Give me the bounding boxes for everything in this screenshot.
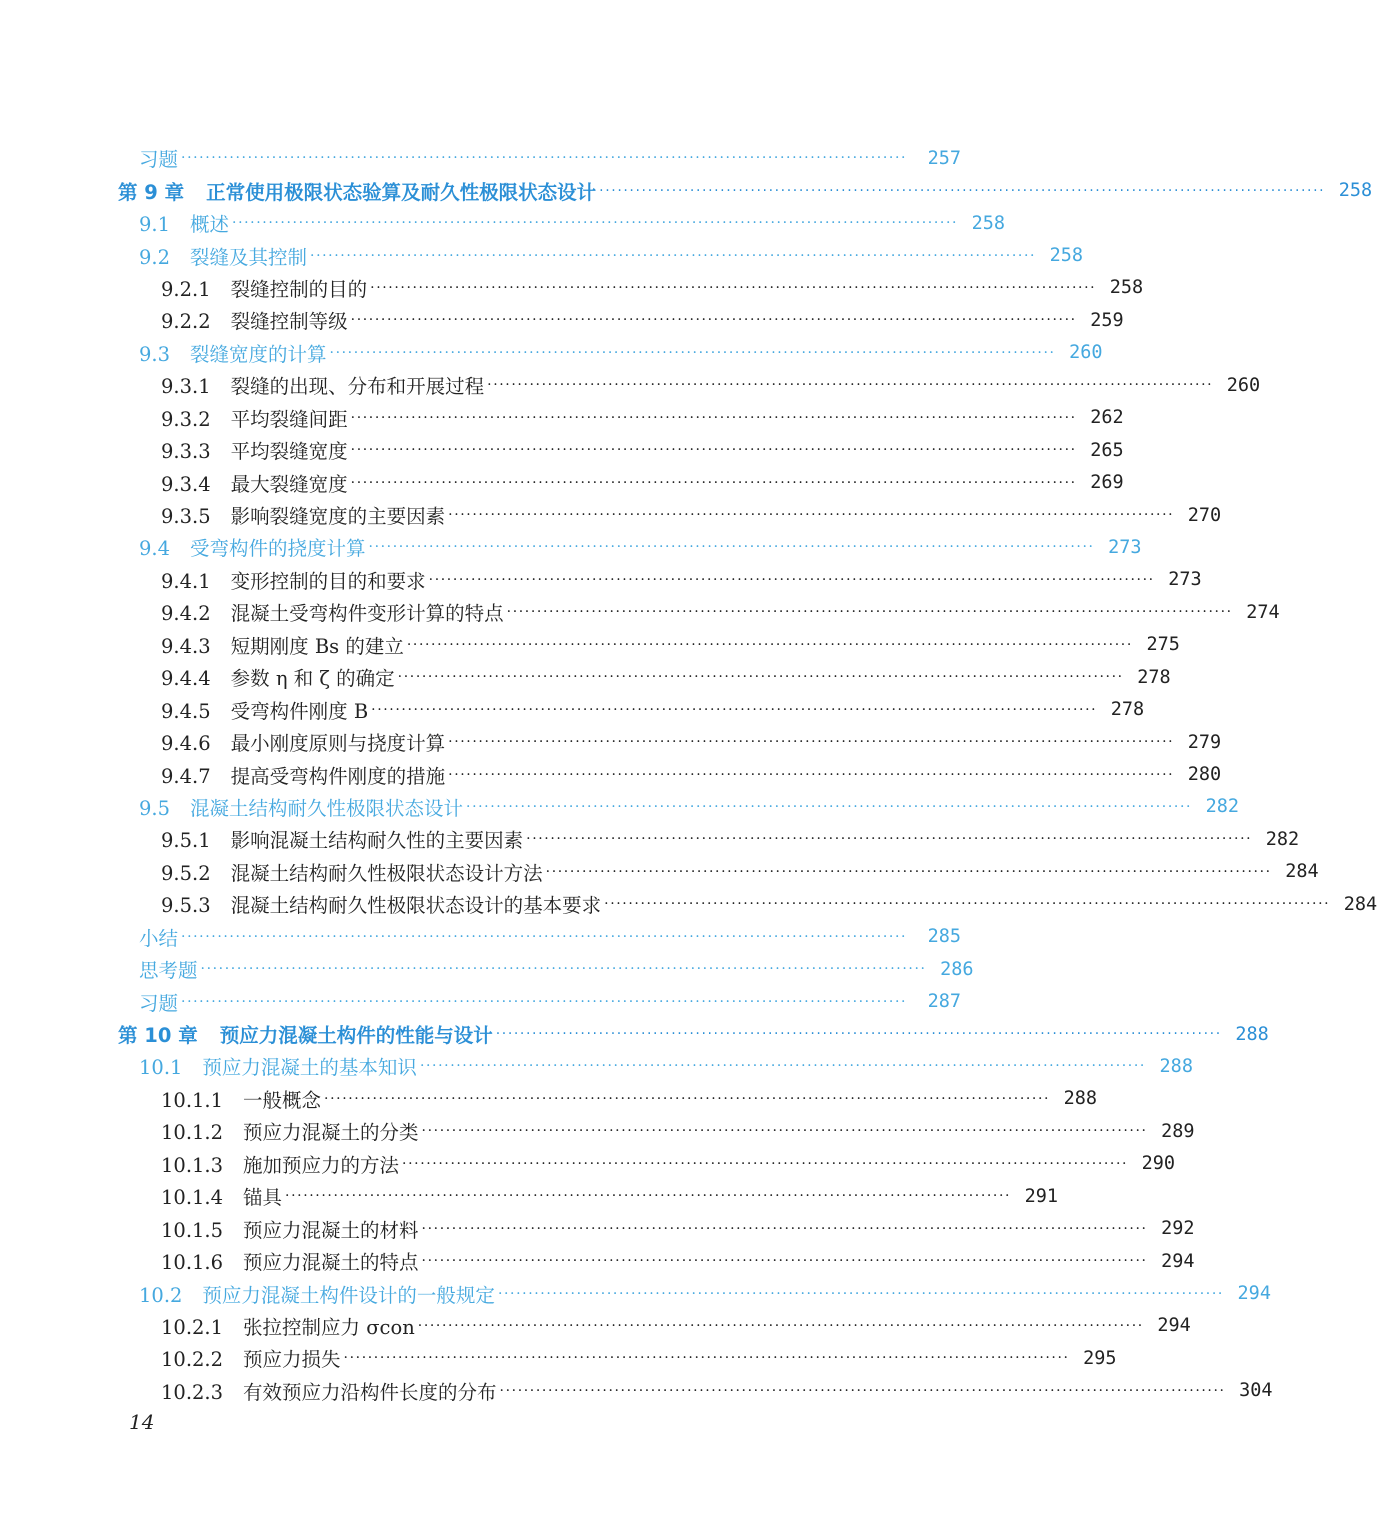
toc-entry-number: 9.3.1 xyxy=(161,375,211,399)
toc-entry[interactable] xyxy=(0,1148,1176,1180)
toc-entry-page: 258 xyxy=(971,212,1006,234)
toc-entry-number: 9.4.6 xyxy=(161,732,211,756)
toc-entry-label xyxy=(161,858,543,886)
toc-entry-title: 短期刚度 Bs 的建立 xyxy=(230,634,404,658)
toc-entry-page: 270 xyxy=(1187,504,1222,526)
toc-entry-page: 278 xyxy=(1110,699,1145,721)
toc-entry-title: 预应力混凝土的分类 xyxy=(243,1121,419,1145)
toc-entry-page: 295 xyxy=(1083,1347,1117,1369)
toc-entry-title: 张拉控制应力 σcon xyxy=(243,1315,415,1339)
toc-entry-label xyxy=(139,988,178,1016)
toc-entry-title: 预应力混凝土的基本知识 xyxy=(202,1056,417,1080)
toc-entry[interactable] xyxy=(0,1342,1117,1374)
toc-entry[interactable] xyxy=(0,596,1280,628)
toc-entry-label xyxy=(161,1247,419,1275)
toc-entry-number: 9.5.1 xyxy=(161,829,211,853)
toc-entry-title: 提高受弯构件刚度的措施 xyxy=(230,764,446,788)
dot-leader: ························································································································ xyxy=(495,1026,1222,1043)
toc-entry-number: 10.2.1 xyxy=(161,1315,224,1339)
dot-leader: ························································································································ xyxy=(324,1090,1051,1107)
toc-entry[interactable] xyxy=(0,888,1377,920)
dot-leader: ························································································································ xyxy=(285,1188,1012,1205)
toc-entry-label xyxy=(139,533,366,561)
toc-entry-title: 平均裂缝宽度 xyxy=(230,440,348,464)
dot-leader: ························································································································ xyxy=(428,571,1155,588)
toc-entry-page: 285 xyxy=(927,926,961,948)
toc-entry-title: 裂缝及其控制 xyxy=(190,245,308,269)
toc-entry[interactable] xyxy=(0,985,1080,1017)
toc-entry-title: 变形控制的目的和要求 xyxy=(230,569,426,593)
toc-entry-title: 正常使用极限状态验算及耐久性极限状态设计 xyxy=(206,180,597,204)
toc-entry-title: 预应力损失 xyxy=(243,1348,341,1372)
toc-entry-page: 280 xyxy=(1187,764,1222,786)
toc-entry-number: 9.3 xyxy=(139,342,171,366)
toc-entry-label xyxy=(139,1052,417,1080)
toc-entry[interactable] xyxy=(0,142,1080,174)
toc-entry-page: 290 xyxy=(1141,1153,1176,1175)
dot-leader: ························································································································ xyxy=(200,961,927,978)
dot-leader: ························································································································ xyxy=(448,507,1175,524)
dot-leader: ························································································································ xyxy=(499,1382,1226,1399)
toc-entry[interactable] xyxy=(0,1180,1080,1212)
toc-entry-number: 9.4.7 xyxy=(161,764,211,788)
dot-leader: ························································································································ xyxy=(350,312,1077,329)
dot-leader: ························································································································ xyxy=(419,1058,1146,1075)
toc-entry[interactable] xyxy=(0,791,1240,823)
toc-entry-label xyxy=(139,339,327,367)
toc-entry-page: 279 xyxy=(1187,731,1222,753)
toc-entry-number: 9.3.5 xyxy=(161,505,211,529)
dot-leader: ························································································································ xyxy=(604,896,1331,913)
toc-entry-page: 265 xyxy=(1090,439,1124,461)
toc-entry-title: 参数 η 和 ζ 的确定 xyxy=(230,667,395,691)
toc-entry-label xyxy=(161,663,395,691)
dot-leader: ························································································································ xyxy=(343,1350,1070,1367)
toc-entry[interactable] xyxy=(0,953,1080,985)
toc-entry-title: 最小刚度原则与挠度计算 xyxy=(230,732,446,756)
toc-entry-title: 有效预应力沿构件长度的分布 xyxy=(243,1380,497,1404)
toc-entry-label xyxy=(161,1150,399,1178)
toc-entry[interactable] xyxy=(0,1050,1193,1082)
toc-entry-number: 9.3.4 xyxy=(161,472,211,496)
dot-leader: ························································································································ xyxy=(526,831,1253,848)
toc-entry-label xyxy=(161,274,367,302)
toc-entry-page: 287 xyxy=(927,991,961,1013)
toc-entry-number: 10.1.4 xyxy=(161,1186,224,1210)
toc-entry-label xyxy=(161,696,368,724)
toc-entry[interactable] xyxy=(0,272,1144,304)
toc-entry-label xyxy=(161,890,601,918)
toc-entry-label xyxy=(161,825,523,853)
dot-leader: ························································································································ xyxy=(397,669,1124,686)
toc-entry-number: 9.3.3 xyxy=(161,440,211,464)
toc-entry-page: 273 xyxy=(1168,569,1202,591)
toc-entry-title: 混凝土受弯构件变形计算的特点 xyxy=(230,602,504,626)
toc-entry-title: 一般概念 xyxy=(243,1088,322,1112)
toc-entry-page: 273 xyxy=(1108,536,1142,558)
toc-entry-label xyxy=(161,501,445,529)
dot-leader: ························································································································ xyxy=(466,798,1193,815)
toc-entry-page: 257 xyxy=(927,147,961,169)
dot-leader: ························································································································ xyxy=(545,863,1272,880)
toc-entry[interactable] xyxy=(0,1083,1098,1115)
toc-entry-label xyxy=(161,404,348,432)
toc-entry-page: 294 xyxy=(1237,1283,1271,1305)
dot-leader: ························································································································ xyxy=(310,247,1037,264)
toc-entry-label xyxy=(118,177,596,205)
dot-leader: ························································································································ xyxy=(599,182,1326,199)
dot-leader: ························································································································ xyxy=(448,734,1175,751)
toc-entry[interactable] xyxy=(0,434,1124,466)
toc-entry-number: 9.4.1 xyxy=(161,569,211,593)
toc-entry-page: 282 xyxy=(1265,828,1300,850)
dot-leader: ························································································································ xyxy=(181,150,908,167)
dot-leader: ························································································································ xyxy=(402,1155,1129,1172)
toc-entry-page: 288 xyxy=(1159,1055,1193,1077)
toc-entry-title: 习题 xyxy=(139,991,179,1015)
toc-entry-number: 9.4.4 xyxy=(161,667,211,691)
toc-entry-title: 概述 xyxy=(190,213,230,237)
toc-entry[interactable] xyxy=(0,661,1171,693)
toc-entry-page: 294 xyxy=(1157,1315,1191,1337)
toc-entry-title: 裂缝控制的目的 xyxy=(230,277,368,301)
toc-entry-title: 预应力混凝土构件的性能与设计 xyxy=(219,1024,493,1048)
toc-entry-page: 294 xyxy=(1161,1250,1195,1272)
table-of-contents xyxy=(0,142,1377,1407)
toc-entry-number: 9.4.5 xyxy=(161,699,211,723)
toc-entry[interactable] xyxy=(0,693,1145,725)
dot-leader: ························································································································ xyxy=(181,993,908,1010)
toc-entry-label xyxy=(139,1280,495,1308)
toc-entry[interactable] xyxy=(0,629,1180,661)
toc-entry-label xyxy=(161,436,348,464)
toc-entry-number: 9.3.2 xyxy=(161,407,211,431)
toc-entry-title: 裂缝控制等级 xyxy=(230,310,348,334)
toc-entry-label xyxy=(161,1377,497,1405)
toc-entry[interactable] xyxy=(0,466,1124,498)
toc-entry[interactable] xyxy=(0,531,1142,563)
dot-leader: ························································································································ xyxy=(350,474,1077,491)
toc-entry-title: 预应力混凝土的特点 xyxy=(243,1251,419,1275)
dot-leader: ························································································································ xyxy=(421,1253,1148,1270)
toc-entry-page: 274 xyxy=(1246,601,1280,623)
toc-entry-page: 259 xyxy=(1090,309,1124,331)
toc-entry[interactable] xyxy=(0,1277,1271,1309)
toc-entry[interactable] xyxy=(0,1115,1195,1147)
toc-entry-title: 影响裂缝宽度的主要因素 xyxy=(230,505,446,529)
toc-entry-number: 第 10 章 xyxy=(118,1024,198,1048)
toc-entry[interactable] xyxy=(0,1018,1269,1050)
toc-entry-number: 9.5.2 xyxy=(161,861,211,885)
toc-entry-number: 10.1.5 xyxy=(161,1218,224,1242)
toc-entry-number: 10.2.2 xyxy=(161,1348,224,1372)
dot-leader: ························································································································ xyxy=(329,344,1056,361)
dot-leader: ························································································································ xyxy=(371,701,1098,718)
toc-entry-label xyxy=(139,923,178,951)
toc-entry-label xyxy=(161,761,445,789)
toc-entry-page: 258 xyxy=(1338,180,1373,202)
toc-entry-number: 10.1.3 xyxy=(161,1153,224,1177)
toc-entry[interactable] xyxy=(0,369,1261,401)
toc-entry-page: 289 xyxy=(1161,1120,1195,1142)
toc-entry-label xyxy=(139,242,307,270)
toc-entry-label xyxy=(161,1215,419,1243)
toc-entry-number: 9.4.2 xyxy=(161,602,211,626)
toc-entry-label xyxy=(161,1344,341,1372)
toc-entry-number: 9.2.1 xyxy=(161,277,211,301)
toc-entry-page: 282 xyxy=(1205,796,1240,818)
toc-entry-label xyxy=(161,1117,419,1145)
toc-entry-page: 262 xyxy=(1090,407,1124,429)
toc-entry-title: 思考题 xyxy=(139,959,198,983)
dot-leader: ························································································································ xyxy=(448,766,1175,783)
toc-entry-page: 286 xyxy=(940,958,974,980)
toc-entry-number: 9.4.3 xyxy=(161,634,211,658)
toc-entry-number: 9.2.2 xyxy=(161,310,211,334)
toc-entry[interactable] xyxy=(0,239,1084,271)
toc-entry[interactable] xyxy=(0,1310,1191,1342)
toc-entry-number: 10.1 xyxy=(139,1056,183,1080)
toc-entry-label xyxy=(161,1312,415,1340)
toc-entry-page: 304 xyxy=(1239,1380,1273,1402)
toc-entry-title: 影响混凝土结构耐久性的主要因素 xyxy=(230,829,524,853)
dot-leader: ························································································································ xyxy=(370,279,1097,296)
toc-entry-number: 9.5.3 xyxy=(161,894,211,918)
toc-entry[interactable] xyxy=(0,564,1202,596)
toc-entry-page: 292 xyxy=(1161,1218,1195,1240)
dot-leader: ························································································································ xyxy=(497,1285,1224,1302)
toc-entry-page: 258 xyxy=(1109,277,1144,299)
toc-entry-title: 预应力混凝土的材料 xyxy=(243,1218,419,1242)
toc-entry-number: 9.1 xyxy=(139,213,171,237)
toc-entry-title: 最大裂缝宽度 xyxy=(230,472,348,496)
dot-leader: ························································································································ xyxy=(406,636,1133,653)
toc-entry-title: 习题 xyxy=(139,148,179,172)
toc-entry-title: 混凝土结构耐久性极限状态设计的基本要求 xyxy=(230,894,602,918)
toc-entry[interactable] xyxy=(0,726,1222,758)
toc-entry-label xyxy=(161,728,445,756)
toc-entry[interactable] xyxy=(0,174,1373,206)
toc-entry[interactable] xyxy=(0,337,1103,369)
toc-entry[interactable] xyxy=(0,823,1300,855)
toc-entry-page: 260 xyxy=(1069,342,1103,364)
toc-entry-title: 混凝土结构耐久性极限状态设计方法 xyxy=(230,861,543,885)
toc-entry-label xyxy=(161,469,348,497)
toc-entry-label xyxy=(161,306,348,334)
toc-entry-label xyxy=(161,598,504,626)
toc-entry-label xyxy=(139,144,178,172)
toc-entry-number: 10.1.2 xyxy=(161,1121,224,1145)
toc-entry-page: 284 xyxy=(1343,893,1377,915)
toc-entry-label xyxy=(139,955,198,983)
toc-entry-title: 混凝土结构耐久性极限状态设计 xyxy=(190,796,464,820)
dot-leader: ························································································································ xyxy=(350,409,1077,426)
toc-entry-title: 锚具 xyxy=(243,1186,283,1210)
toc-entry[interactable] xyxy=(0,304,1124,336)
dot-leader: ························································································································ xyxy=(232,215,959,232)
dot-leader: ························································································································ xyxy=(181,928,908,945)
toc-entry-number: 9.5 xyxy=(139,796,171,820)
toc-entry-title: 裂缝宽度的计算 xyxy=(190,342,327,366)
toc-entry-title: 受弯构件的挠度计算 xyxy=(190,537,366,561)
toc-entry-page: 284 xyxy=(1285,861,1319,883)
toc-entry-label xyxy=(139,793,463,821)
toc-entry-page: 269 xyxy=(1090,472,1124,494)
toc-entry-page: 291 xyxy=(1024,1185,1059,1207)
toc-entry-label xyxy=(139,209,229,237)
dot-leader: ························································································································ xyxy=(421,1220,1148,1237)
toc-entry[interactable] xyxy=(0,402,1124,434)
toc-entry-label xyxy=(161,1085,321,1113)
toc-entry-label xyxy=(161,371,484,399)
toc-entry-label xyxy=(161,631,404,659)
dot-leader: ························································································································ xyxy=(350,442,1077,459)
toc-entry-title: 受弯构件刚度 B xyxy=(230,699,369,723)
toc-entry-page: 288 xyxy=(1235,1023,1269,1045)
toc-entry-label xyxy=(118,1020,493,1048)
toc-entry[interactable] xyxy=(0,1245,1195,1277)
toc-entry-number: 第 9 章 xyxy=(118,180,185,204)
toc-entry[interactable] xyxy=(0,1212,1195,1244)
toc-entry[interactable] xyxy=(0,856,1319,888)
toc-entry[interactable] xyxy=(0,921,1080,953)
toc-entry[interactable] xyxy=(0,1375,1273,1407)
toc-entry-number: 9.4 xyxy=(139,537,171,561)
toc-entry-number: 10.1.1 xyxy=(161,1088,224,1112)
toc-entry-label xyxy=(161,566,426,594)
page-number: 14 xyxy=(129,1410,155,1434)
toc-entry-page: 275 xyxy=(1146,634,1180,656)
toc-entry-number: 10.1.6 xyxy=(161,1251,224,1275)
dot-leader: ························································································································ xyxy=(506,604,1233,621)
dot-leader: ························································································································ xyxy=(417,1317,1144,1334)
dot-leader: ························································································································ xyxy=(368,539,1095,556)
toc-entry-title: 裂缝的出现、分布和开展过程 xyxy=(230,375,485,399)
toc-entry-title: 施加预应力的方法 xyxy=(243,1153,400,1177)
toc-entry-title: 平均裂缝间距 xyxy=(230,407,348,431)
toc-entry[interactable] xyxy=(0,499,1222,531)
toc-entry-title: 预应力混凝土构件设计的一般规定 xyxy=(202,1283,495,1307)
dot-leader: ························································································································ xyxy=(421,1123,1148,1140)
toc-entry-number: 9.2 xyxy=(139,245,171,269)
toc-entry[interactable] xyxy=(0,758,1222,790)
toc-entry-number: 10.2.3 xyxy=(161,1380,224,1404)
toc-entry-page: 260 xyxy=(1226,374,1261,396)
toc-entry-number: 10.2 xyxy=(139,1283,183,1307)
toc-entry-page: 288 xyxy=(1063,1088,1098,1110)
toc-entry-page: 278 xyxy=(1137,666,1171,688)
toc-entry-title: 小结 xyxy=(139,926,179,950)
dot-leader: ························································································································ xyxy=(487,377,1214,394)
toc-entry-page: 258 xyxy=(1049,245,1084,267)
toc-entry-label xyxy=(161,1182,282,1210)
toc-entry[interactable] xyxy=(0,207,1080,239)
